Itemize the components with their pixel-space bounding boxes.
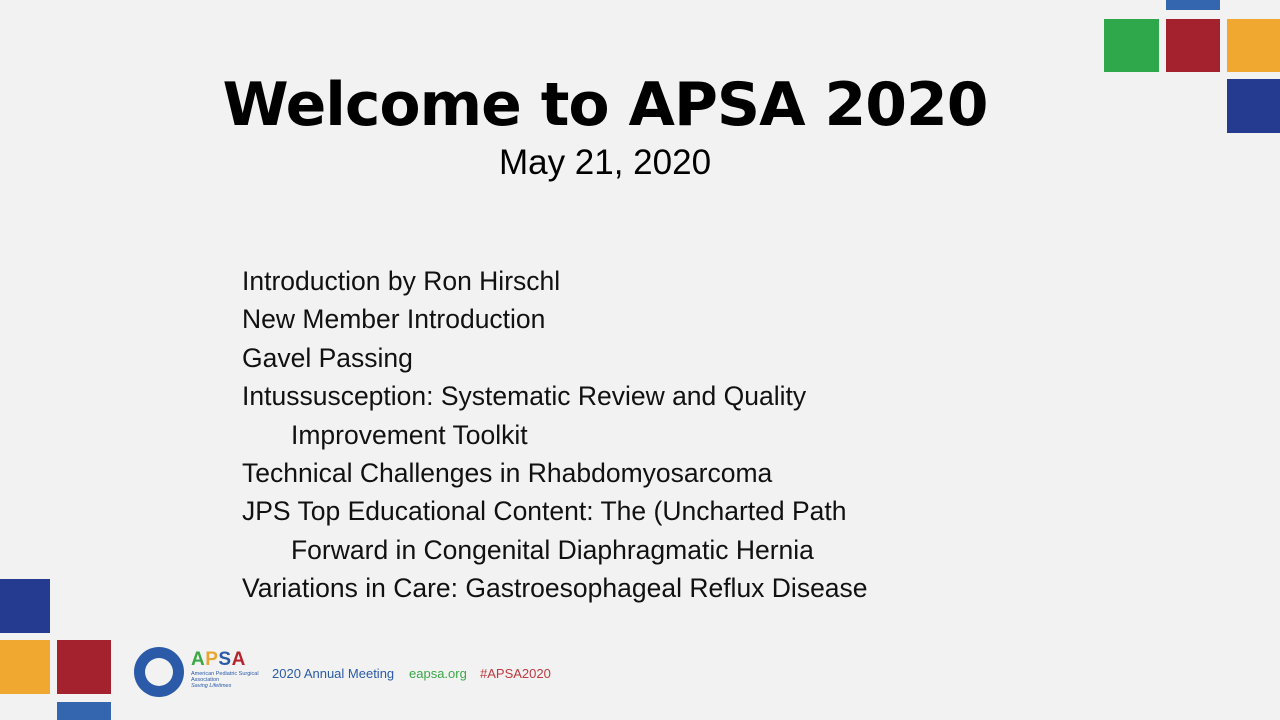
agenda-item: Gavel Passing xyxy=(242,342,413,373)
apsa-logo-subtitle: American Pediatric Surgical Association Saving Lifetimes xyxy=(191,671,259,689)
decor-square-orange-bl xyxy=(0,640,50,694)
agenda-item: Variations in Care: Gastroesophageal Reflux Disease xyxy=(242,573,868,604)
agenda-item-continued: Improvement Toolkit xyxy=(291,419,528,450)
agenda-item: JPS Top Educational Content: The (Uncharted Path xyxy=(242,496,847,527)
decor-square-blue-top xyxy=(1166,0,1220,10)
decor-square-green xyxy=(1104,19,1159,72)
agenda-list xyxy=(242,262,868,608)
agenda-item: Technical Challenges in Rhabdomyosarcoma xyxy=(242,458,773,489)
agenda-item: Introduction by Ron Hirschl xyxy=(242,266,561,296)
decor-square-blue-bl xyxy=(57,702,111,720)
footer-hashtag: #APSA2020 xyxy=(480,666,551,681)
apsa-logo-icon xyxy=(134,647,184,697)
apsa-logo-wordmark: APSA xyxy=(191,649,246,670)
footer-meeting: 2020 Annual Meeting xyxy=(272,666,395,681)
decor-square-red-bl xyxy=(57,640,111,694)
decor-square-red xyxy=(1166,19,1220,72)
slide-date: May 21, 2020 xyxy=(498,143,712,182)
footer-website: eapsa.org xyxy=(409,666,467,681)
decor-square-orange xyxy=(1227,19,1280,72)
agenda-item-continued: Forward in Congenital Diaphragmatic Hernia xyxy=(291,534,814,565)
decor-square-navy-bl xyxy=(0,579,50,633)
slide-footer xyxy=(134,645,574,700)
slide-title: Welcome to APSA 2020 xyxy=(222,70,988,141)
agenda-item: Intussusception: Systematic Review and Quality xyxy=(242,381,807,412)
decor-square-navy xyxy=(1227,79,1280,133)
agenda-item: New Member Introduction xyxy=(242,304,546,335)
